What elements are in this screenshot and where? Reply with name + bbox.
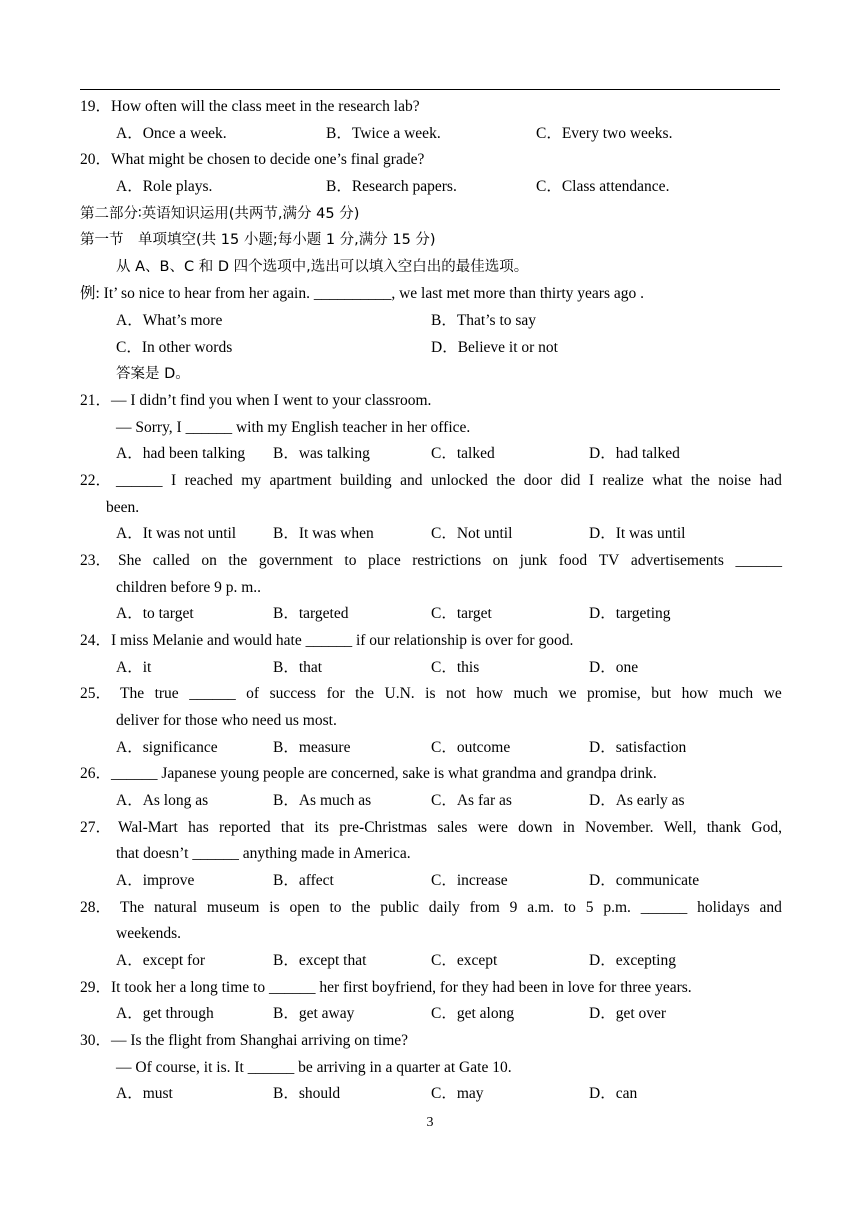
stem-word: the: [351, 899, 371, 916]
stem-word: ______: [735, 552, 782, 569]
stem-word: natural: [153, 899, 198, 916]
stem-word: She: [118, 552, 142, 569]
q30-line1: 30．— Is the flight from Shanghai arriving on time?: [80, 1032, 409, 1049]
q23-option-a: A．to target: [116, 605, 194, 622]
stem-word: place: [368, 552, 401, 569]
q29-stem: 29．It took her a long time to ______ her first boyfriend, for they had been in love for three years.: [80, 979, 692, 996]
q28-number: 28．: [80, 899, 112, 916]
q28-stem-line1: [120, 898, 782, 918]
stem-word: I: [588, 472, 595, 489]
stem-word: the: [690, 472, 710, 489]
stem-word: ______: [189, 685, 236, 702]
q24-option-d: D．one: [589, 659, 639, 676]
example-option-a: A．What’s more: [116, 312, 223, 329]
q21-line2: — Sorry, I ______ with my English teacher in her office.: [116, 419, 471, 436]
q20-option-c: C．Class attendance.: [536, 178, 670, 195]
stem-word: God,: [751, 819, 782, 836]
stem-word: I: [170, 472, 177, 489]
stem-word: 5: [585, 899, 594, 916]
stem-word: The: [120, 899, 145, 916]
q26-option-a: A．As long as: [116, 792, 209, 809]
stem-word: of: [246, 685, 260, 702]
q28-option-d: D．excepting: [589, 952, 676, 969]
q19-option-c: C．Every two weeks.: [536, 125, 673, 142]
q28-option-c: C．except: [431, 952, 498, 969]
q30-line2: — Of course, it is. It ______ be arriving in a quarter at Gate 10.: [116, 1059, 512, 1076]
stem-word: called: [152, 552, 190, 569]
stem-word: restrictions: [412, 552, 482, 569]
stem-word: daily: [428, 899, 460, 916]
instruction: 从 A、B、C 和 D 四个选项中,选出可以填入空白出的最佳选项。: [116, 259, 529, 275]
q19-option-b: B．Twice a week.: [326, 125, 441, 142]
q24-option-b: B．that: [273, 659, 323, 676]
q30-option-b: B．should: [273, 1085, 341, 1102]
stem-word: reached: [184, 472, 233, 489]
stem-word: did: [560, 472, 581, 489]
stem-word: the: [496, 472, 516, 489]
stem-word: what: [652, 472, 683, 489]
q27-stem-line2: that doesn’t ______ anything made in America.: [116, 845, 411, 862]
q23-number: 23．: [80, 552, 112, 569]
stem-word: that: [280, 819, 305, 836]
q21-option-c: C．talked: [431, 445, 495, 462]
q28-stem-line2: weekends.: [116, 925, 181, 942]
stem-word: 9: [509, 899, 518, 916]
stem-word: much: [513, 685, 548, 702]
q30-option-d: D．can: [589, 1085, 638, 1102]
stem-word: museum: [206, 899, 260, 916]
stem-word: success: [269, 685, 317, 702]
q27-number: 27．: [80, 819, 112, 836]
stem-word: but: [651, 685, 672, 702]
stem-word: my: [241, 472, 262, 489]
q28-option-b: B．except that: [273, 952, 367, 969]
stem-word: junk: [519, 552, 548, 569]
stem-word: ______: [116, 472, 163, 489]
stem-word: building: [340, 472, 392, 489]
stem-word: open: [289, 899, 320, 916]
q25-option-b: B．measure: [273, 739, 351, 756]
stem-word: had: [759, 472, 782, 489]
stem-word: and: [400, 472, 423, 489]
stem-word: unlocked: [431, 472, 488, 489]
q22-stem-line2: been.: [106, 499, 140, 516]
q19-stem: 19．How often will the class meet in the research lab?: [80, 98, 420, 115]
stem-word: to: [344, 552, 357, 569]
example-option-c: C．In other words: [116, 339, 233, 356]
stem-word: food: [558, 552, 588, 569]
q20-option-b: B．Research papers.: [326, 178, 457, 195]
stem-word: TV: [598, 552, 620, 569]
q23-stem-line1: [118, 551, 782, 571]
q27-option-c: C．increase: [431, 872, 508, 889]
stem-word: U.N.: [384, 685, 415, 702]
q24-stem: 24．I miss Melanie and would hate ______ if our relationship is over for good.: [80, 632, 574, 649]
stem-word: pre-Christmas: [339, 819, 428, 836]
stem-word: on: [201, 552, 217, 569]
part2-title: 第二部分∶英语知识运用(共两节,满分 45 分): [80, 206, 360, 222]
page-number: 3: [426, 1115, 434, 1130]
q19-option-a: A．Once a week.: [116, 125, 227, 142]
q21-option-a: A．had been talking: [116, 445, 246, 462]
q26-option-b: B．As much as: [273, 792, 372, 809]
stem-word: is: [269, 899, 280, 916]
q22-stem-line1: [116, 471, 782, 491]
stem-word: apartment: [269, 472, 332, 489]
stem-word: door: [523, 472, 553, 489]
q22-option-c: C．Not until: [431, 525, 513, 542]
q25-option-c: C．outcome: [431, 739, 511, 756]
stem-word: noise: [718, 472, 752, 489]
stem-word: true: [154, 685, 179, 702]
q23-option-c: C．target: [431, 605, 492, 622]
q25-stem-line1: [120, 684, 782, 704]
q21-option-d: D．had talked: [589, 445, 680, 462]
stem-word: and: [759, 899, 782, 916]
q30-option-c: C．may: [431, 1085, 484, 1102]
q20-stem: 20．What might be chosen to decide one’s final grade?: [80, 151, 425, 168]
stem-word: public: [380, 899, 419, 916]
stem-word: realize: [602, 472, 644, 489]
q22-number: 22．: [80, 472, 112, 489]
stem-word: the: [228, 552, 248, 569]
stem-word: the: [355, 685, 375, 702]
q27-option-a: A．improve: [116, 872, 195, 889]
stem-word: The: [120, 685, 145, 702]
q22-option-d: D．It was until: [589, 525, 686, 542]
stem-word: Well,: [663, 819, 697, 836]
q20-option-a: A．Role plays.: [116, 178, 213, 195]
stem-word: ______: [640, 899, 688, 916]
q30-option-a: A．must: [116, 1085, 173, 1102]
stem-word: down: [518, 819, 553, 836]
stem-word: Wal-Mart: [118, 819, 178, 836]
q23-stem-line2: children before 9 p. m..: [116, 579, 262, 596]
stem-word: p.m.: [603, 899, 631, 916]
q29-option-c: C．get along: [431, 1005, 515, 1022]
q22-option-b: B．It was when: [273, 525, 374, 542]
example-option-b: B．That’s to say: [431, 312, 537, 329]
stem-word: has: [188, 819, 209, 836]
q28-option-a: A．except for: [116, 952, 206, 969]
q25-number: 25．: [80, 685, 112, 702]
stem-word: thank: [706, 819, 742, 836]
stem-word: reported: [219, 819, 271, 836]
stem-word: in: [562, 819, 575, 836]
q26-option-c: C．As far as: [431, 792, 512, 809]
stem-word: November.: [585, 819, 654, 836]
stem-word: promise,: [586, 685, 641, 702]
q27-option-d: D．communicate: [589, 872, 700, 889]
stem-word: how: [681, 685, 709, 702]
example-stem: 例: It’ so nice to hear from her again. __________, we last met more than thirty years ago .: [80, 285, 645, 302]
stem-word: a.m.: [527, 899, 554, 916]
q29-option-b: B．get away: [273, 1005, 355, 1022]
stem-word: to: [329, 899, 342, 916]
section1-title: 第一节 单项填空(共 15 小题;每小题 1 分,满分 15 分): [80, 232, 436, 248]
stem-word: not: [446, 685, 466, 702]
q26-option-d: D．As early as: [589, 792, 685, 809]
stem-word: sales: [437, 819, 468, 836]
q25-option-d: D．satisfaction: [589, 739, 687, 756]
q24-option-a: A．it: [116, 659, 152, 676]
q25-option-a: A．significance: [116, 739, 218, 756]
q24-option-c: C．this: [431, 659, 480, 676]
q27-stem-line1: [118, 818, 782, 838]
q22-option-a: A．It was not until: [116, 525, 237, 542]
header-rule: [80, 89, 780, 90]
q23-option-d: D．targeting: [589, 605, 671, 622]
q29-option-a: A．get through: [116, 1005, 214, 1022]
stem-word: from: [469, 899, 500, 916]
stem-word: much: [718, 685, 754, 702]
stem-word: for: [326, 685, 345, 702]
stem-word: its: [314, 819, 330, 836]
q26-stem: 26．______ Japanese young people are concerned, sake is what grandma and grandpa drink.: [80, 765, 657, 782]
example-answer: 答案是 D。: [116, 366, 190, 382]
stem-word: is: [425, 685, 436, 702]
stem-word: were: [477, 819, 508, 836]
q21-option-b: B．was talking: [273, 445, 370, 462]
example-option-d: D．Believe it or not: [431, 339, 558, 356]
stem-word: advertisements: [630, 552, 724, 569]
stem-word: holidays: [697, 899, 750, 916]
stem-word: on: [492, 552, 509, 569]
stem-word: how: [476, 685, 503, 702]
q27-option-b: B．affect: [273, 872, 334, 889]
stem-word: we: [558, 685, 577, 702]
q21-line1: 21．— I didn’t find you when I went to your classroom.: [80, 392, 432, 409]
stem-word: government: [258, 552, 333, 569]
stem-word: we: [763, 685, 782, 702]
q23-option-b: B．targeted: [273, 605, 349, 622]
stem-word: to: [563, 899, 576, 916]
q25-stem-line2: deliver for those who need us most.: [116, 712, 337, 729]
q29-option-d: D．get over: [589, 1005, 667, 1022]
